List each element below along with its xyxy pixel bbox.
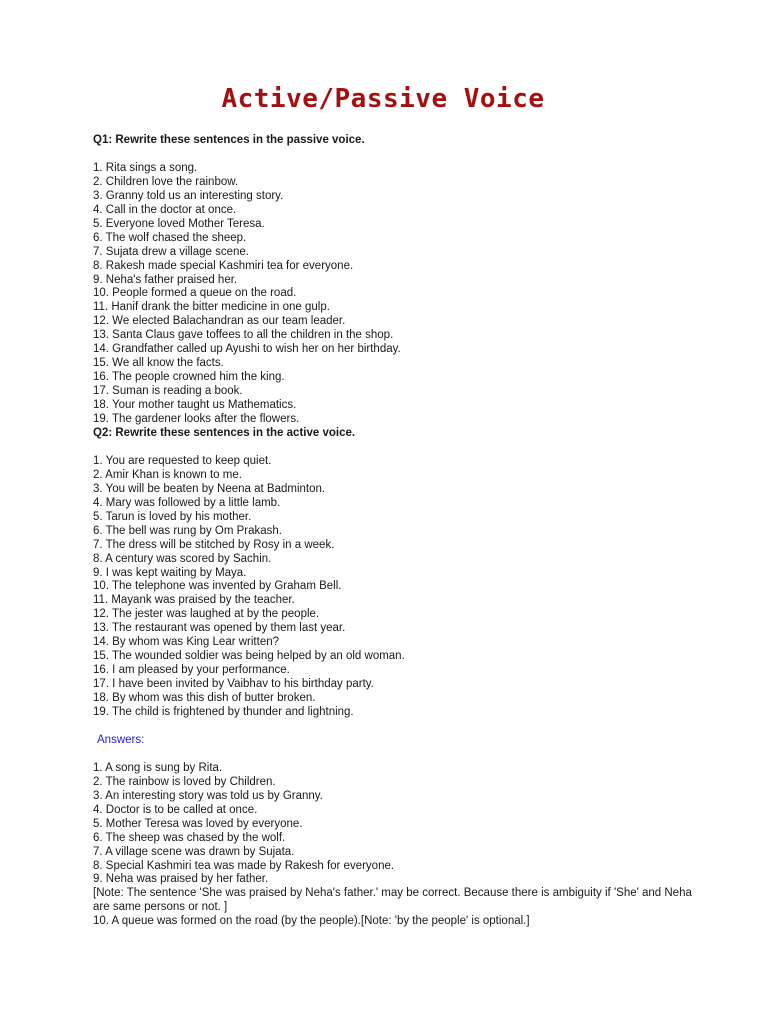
answer-item: 10. A queue was formed on the road (by the people).[Note: 'by the people' is optional.]: [93, 915, 530, 928]
q1-item: 14. Grandfather called up Ayushi to wish her on her birthday.: [93, 343, 401, 356]
answers-heading: Answers:: [97, 733, 145, 746]
answer-item: 8. Special Kashmiri tea was made by Rakesh for everyone.: [93, 859, 395, 872]
answer-note: [Note: The sentence 'She was praised by Neha's father.' may be correct. Because there is ambiguity if 'She' and Neha are same persons or not. ]: [93, 887, 692, 914]
answer-item: 3. An interesting story was told us by Granny.: [93, 789, 323, 802]
q1-item: 8. Rakesh made special Kashmiri tea for everyone.: [93, 259, 354, 272]
q2-item: 18. By whom was this dish of butter broken.: [93, 692, 316, 705]
q1-item: 9. Neha's father praised her.: [93, 273, 238, 286]
q1-item: 4. Call in the doctor at once.: [93, 203, 237, 216]
answer-item: 6. The sheep was chased by the wolf.: [93, 831, 286, 844]
q2-item: 9. I was kept waiting by Maya.: [93, 566, 247, 579]
q2-item: 17. I have been invited by Vaibhav to his birthday party.: [93, 678, 374, 691]
q2-item: 7. The dress will be stitched by Rosy in a week.: [93, 538, 335, 551]
q2-item: 15. The wounded soldier was being helped by an old woman.: [93, 650, 405, 663]
q1-item: 15. We all know the facts.: [93, 357, 224, 370]
answer-item: 2. The rainbow is loved by Children.: [93, 775, 276, 788]
q2-item: 6. The bell was rung by Om Prakash.: [93, 524, 282, 537]
answer-item: 7. A village scene was drawn by Sujata.: [93, 845, 295, 858]
q2-item: 16. I am pleased by your performance.: [93, 664, 290, 677]
q2-item: 5. Tarun is loved by his mother.: [93, 510, 252, 523]
q2-item: 4. Mary was followed by a little lamb.: [93, 496, 281, 509]
q2-item: 13. The restaurant was opened by them last year.: [93, 622, 346, 635]
q2-item: 14. By whom was King Lear written?: [93, 636, 280, 649]
q2-item: 10. The telephone was invented by Graham Bell.: [93, 580, 342, 593]
q2-item: 2. Amir Khan is known to me.: [93, 468, 242, 481]
page-title: Active/Passive Voice: [221, 84, 545, 114]
q1-item: 1. Rita sings a song.: [93, 161, 198, 174]
q1-item: 7. Sujata drew a village scene.: [93, 245, 249, 258]
q1-item: 19. The gardener looks after the flowers.: [93, 413, 300, 426]
q1-item: 5. Everyone loved Mother Teresa.: [93, 217, 265, 230]
q1-heading: Q1: Rewrite these sentences in the passive voice.: [93, 134, 365, 146]
q1-item: 12. We elected Balachandran as our team leader.: [93, 315, 346, 328]
q2-item: 11. Mayank was praised by the teacher.: [93, 594, 295, 607]
q1-item: 10. People formed a queue on the road.: [93, 287, 297, 300]
document-body: [93, 134, 693, 929]
q1-list: [93, 162, 693, 427]
q1-item: 17. Suman is reading a book.: [93, 385, 243, 398]
q1-item: 11. Hanif drank the bitter medicine in one gulp.: [93, 301, 330, 314]
answer-item: 4. Doctor is to be called at once.: [93, 803, 258, 816]
answer-item: 1. A song is sung by Rita.: [93, 761, 223, 774]
answer-item: 5. Mother Teresa was loved by everyone.: [93, 817, 303, 830]
q1-item: 16. The people crowned him the king.: [93, 371, 285, 384]
q1-item: 6. The wolf chased the sheep.: [93, 231, 247, 244]
q1-item: 18. Your mother taught us Mathematics.: [93, 399, 297, 412]
q2-heading: Q2: Rewrite these sentences in the active voice.: [93, 427, 356, 439]
q2-item: 3. You will be beaten by Neena at Badminton.: [93, 482, 326, 495]
q2-item: 8. A century was scored by Sachin.: [93, 552, 272, 565]
q2-item: 12. The jester was laughed at by the people.: [93, 608, 320, 621]
q2-item: 1. You are requested to keep quiet.: [93, 454, 272, 467]
q2-item: 19. The child is frightened by thunder and lightning.: [93, 706, 354, 719]
q1-item: 2. Children love the rainbow.: [93, 175, 239, 188]
q1-item: 13. Santa Claus gave toffees to all the children in the shop.: [93, 329, 394, 342]
answer-item: 9. Neha was praised by her father.: [93, 873, 269, 886]
q2-list: [93, 455, 693, 720]
answers-list: [93, 762, 693, 929]
q1-item: 3. Granny told us an interesting story.: [93, 189, 284, 202]
